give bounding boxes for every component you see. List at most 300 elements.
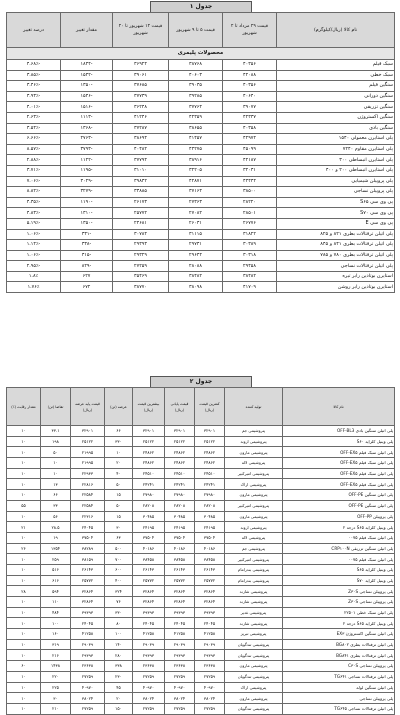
product-name-cell: پلی اتیلن ترفتالات نساجی (277, 261, 395, 272)
value-cell: ۳۳ (41, 500, 71, 511)
value-cell: ۲۴۵۱۰ (133, 468, 165, 479)
value-cell: ۷۰۰ (105, 554, 133, 565)
table-row (7, 144, 395, 155)
value-cell: ۴۲۳۵۹ (169, 112, 223, 123)
producer-cell: پتروشیمی امیرکبیر (225, 500, 283, 511)
value-cell: ۳۳۸ (105, 661, 133, 672)
product-name-cell: پلی استایرن انبساطی ۳۰۰ (277, 155, 395, 166)
value-cell: ۳۲۹۰۱ (195, 426, 225, 437)
value-cell: ۳۷۷۳۹ (113, 91, 169, 102)
value-cell: ۴۰۴۸۲ (113, 144, 169, 155)
value-cell: ۲۷۲۵۹ (113, 261, 169, 272)
value-cell: ۶۳ (105, 532, 133, 543)
value-cell: ۱۰ (7, 607, 41, 618)
table-row (7, 282, 395, 293)
value-cell: -۳۰۲۹ (61, 176, 113, 187)
value-cell: ۲۶ (7, 543, 41, 554)
value-cell: ۲۵۷۷۲ (195, 575, 225, 586)
value-cell: ۴۸۴ (41, 607, 71, 618)
product-name-cell: پلی استایرن مقاوم ۷۲۴۰ (277, 144, 395, 155)
product-name-cell: سنگین فیلم (277, 81, 395, 92)
value-cell: ۳۲۹۰۱ (133, 426, 165, 437)
value-cell: ۳۸۷۶۸ (169, 60, 223, 71)
product-name-cell: استایرن بوتادین رابر تیره (277, 271, 395, 282)
table-row (7, 500, 395, 511)
table1-header-cell: قیمت ۵ تا ۹ شهریور (169, 13, 223, 48)
value-cell: ۱۰ (7, 703, 41, 714)
value-cell: ۴۱۷۰۹ (223, 282, 277, 293)
value-cell: ۳۰ (41, 693, 71, 704)
value-cell: ۳۸۶۹۴ (113, 134, 169, 145)
table-row (7, 607, 395, 618)
table-row (7, 511, 395, 522)
value-cell: ۲۹۶۴۴ (169, 250, 223, 261)
value-cell: ۳۲۸۶۴ (71, 597, 105, 608)
product-name-cell: سبک فیلم (277, 60, 395, 71)
table-row (7, 426, 395, 437)
product-name-cell: پلی اتیلن سبک فیلم OFF-EX۵ (283, 479, 395, 490)
producer-cell: پتروشیمی امیرکبیر (225, 468, 283, 479)
table1-section-row (7, 48, 395, 60)
value-cell: ۲۲۰ (41, 671, 71, 682)
value-cell: ۳۶۲۴۸ (113, 102, 169, 113)
value-cell: ۲۱ (7, 522, 41, 533)
value-cell: ۱۵۰ (105, 703, 133, 714)
product-name-cell: سنگین اکستروژن (277, 112, 395, 123)
value-cell: ۳۱۰۱۰ (113, 165, 169, 176)
table-row (7, 703, 395, 714)
table-row (7, 165, 395, 176)
value-cell: ۱۰ (7, 426, 41, 437)
table1-header-cell: قیمت ۱۲ شهریور تا ۲۰ شهریور (113, 13, 169, 48)
value-cell: ۳۰۳۸۹ (223, 240, 277, 251)
value-cell: ۲۷۲۵۹ (71, 671, 105, 682)
value-cell: ۵۶ (41, 511, 71, 522)
table2-caption: جدول ۲ (150, 376, 252, 388)
value-cell: ۳۷۷۶۴ (169, 102, 223, 113)
value-cell: ۲۸۵۰۱ (223, 208, 277, 219)
value-cell: ۵۵ (7, 500, 41, 511)
value-cell: ۵۰۰ (105, 543, 133, 554)
product-name-cell: سبک خطی (277, 70, 395, 81)
value-cell: -۳.۸۵٪ (7, 70, 61, 81)
value-cell: ۳۶۹۲۴ (113, 60, 169, 71)
value-cell: ۳۸۰۲۴ (195, 693, 225, 704)
value-cell: ۳۲۸۶۴ (165, 586, 195, 597)
producer-cell: پتروشیمی تندگویان (225, 671, 283, 682)
product-name-cell: پلی اتیلن سبک فیلم OFF-EX۵ (283, 447, 395, 458)
value-cell: -۱۱۹۵ (61, 165, 113, 176)
value-cell: ۳۰۴۸۵ (165, 511, 195, 522)
value-cell: ۴۲۳۳۷ (223, 112, 277, 123)
value-cell: ۳۸۷۷۰ (113, 282, 169, 293)
value-cell: ۳۸۵۰۰ (223, 187, 277, 198)
value-cell: ۲۷۹۸۰ (133, 490, 165, 501)
value-cell: ۷۶ (105, 597, 133, 608)
product-name-cell: پی وی سی S۷۰ (277, 208, 395, 219)
table1-header-cell: درصد تغییر (7, 13, 61, 48)
value-cell: ۲۶۰۳۱ (169, 218, 223, 229)
value-cell: ۳۸۴۵۸ (195, 554, 225, 565)
value-cell: ۲۲۵ (41, 682, 71, 693)
producer-cell: پتروشیمی تندگویان (225, 639, 283, 650)
value-cell: ۳۲۰۳۱ (223, 165, 277, 176)
value-cell: ۳۱۱۱۵ (169, 229, 223, 240)
value-cell: ۲۹۳۹۳ (113, 240, 169, 251)
value-cell: ۳۸۴۵۸ (165, 554, 195, 565)
value-cell: -۱۳۱۰ (61, 208, 113, 219)
producer-cell: پتروشیمی تندگویان (225, 650, 283, 661)
producer-cell: پتروشیمی مارون (225, 661, 283, 672)
value-cell: ۴۰۱۸۶ (133, 543, 165, 554)
table-row (7, 208, 395, 219)
table-row (7, 70, 395, 81)
value-cell: ۱۰ (105, 447, 133, 458)
value-cell: -۳۳۱ (61, 229, 113, 240)
value-cell: ۲۴۲۴۱ (165, 479, 195, 490)
table-row (7, 479, 395, 490)
value-cell: ۳۰۷۸۴ (113, 229, 169, 240)
value-cell: ۲۹۰۳۹ (165, 639, 195, 650)
value-cell: -۲.۸۸٪ (7, 155, 61, 166)
value-cell: ۱۰ (7, 639, 41, 650)
value-cell: ۱۳ (41, 479, 71, 490)
value-cell: ۳۲۸۶۴ (133, 597, 165, 608)
value-cell: -۴.۶۸٪ (7, 60, 61, 71)
table-row (7, 682, 395, 693)
value-cell: ۲۵۷۷۲ (133, 575, 165, 586)
table-row (7, 91, 395, 102)
producer-cell: پتروشیمی شازند (225, 586, 283, 597)
table-row (7, 618, 395, 629)
value-cell: -۱۸۴۴ (61, 60, 113, 71)
value-cell: ۱.۷۶٪ (7, 282, 61, 293)
value-cell: ۴۰۹۷۰ (71, 682, 105, 693)
product-name-cell: پلی اتیلن سبک فیلم OFF-EX۵ (283, 458, 395, 469)
table-row (7, 123, 395, 134)
table2-header-cell: عرضه (تن) (105, 388, 133, 426)
table1-header-cell: مقدار تغییر (61, 13, 113, 48)
value-cell: ۳۷۲۸۷ (113, 123, 169, 134)
product-name-cell: پلی وینیل کلراید S۶۰ (283, 436, 395, 447)
value-cell: ۲۹۷۳۱ (169, 240, 223, 251)
value-cell: ۲۱۶ (41, 650, 71, 661)
value-cell: ۲۹۳۲۹ (113, 250, 169, 261)
value-cell: ۳۲۸۶۴ (195, 597, 225, 608)
product-name-cell: پلی اتیلن ترفتالات بطری ۸۲۱ و ۸۲۵ (277, 229, 395, 240)
producer-cell: پتروشیمی امیرکبیر (225, 554, 283, 565)
value-cell: ۴۱۴۵۷ (169, 134, 223, 145)
table-row (7, 597, 395, 608)
product-name-cell: پی وی سی S۶۵ (277, 197, 395, 208)
value-cell: ۴۱۲۴۶ (113, 112, 169, 123)
table1-header-cell: قیمت ۲۹ مرداد تا ۲ شهریور (223, 13, 277, 48)
value-cell: ۲۵۷۷۲ (113, 208, 169, 219)
product-name-cell: پلی اتیلن سنگین اکستروژن EX۳ (283, 629, 395, 640)
value-cell: ۳۸۱۵۹ (71, 554, 105, 565)
product-name-cell: پلی استایرن انبساطی ۲۰۰ و ۴۰۰ (277, 165, 395, 176)
value-cell: ۴۰۳۵۶ (223, 81, 277, 92)
value-cell: ۲۴۱۹۵ (195, 522, 225, 533)
value-cell: ۴۰۶۰۳ (169, 70, 223, 81)
value-cell: ۳۷۵۰۴ (165, 532, 195, 543)
value-cell: ۲۶۱۷۳ (113, 197, 169, 208)
table-row (7, 102, 395, 113)
value-cell: ۲۵۱۲۲ (71, 436, 105, 447)
value-cell: ۲۴۸۶۲ (165, 458, 195, 469)
value-cell: ۳۲۸۶۴ (133, 586, 165, 597)
producer-cell: پتروشیمی غدیر (225, 607, 283, 618)
producer-cell: پتروشیمی اراک (225, 682, 283, 693)
table2-header-cell: تقاضا (تن) (41, 388, 71, 426)
value-cell: ۱۵ (105, 511, 133, 522)
value-cell: ۲۴۸۶۲ (165, 447, 195, 458)
value-cell: -۲.۹۵٪ (7, 261, 61, 272)
value-cell: ۳۸۰۹۸ (169, 282, 223, 293)
table-row (7, 671, 395, 682)
table-row (7, 522, 395, 533)
value-cell: ۶۱۶ (41, 575, 71, 586)
value-cell: ۲۶۱۴۳ (133, 564, 165, 575)
value-cell: ۴۱۲۵۸ (71, 629, 105, 640)
value-cell: ۲۶۱۴۳ (195, 564, 225, 575)
value-cell: -۳۱۵ (61, 250, 113, 261)
product-name-cell: سنگین دورانی (277, 91, 395, 102)
value-cell: -۴.۰۱٪ (7, 102, 61, 113)
value-cell: ۸۰ (105, 618, 133, 629)
table-row (7, 543, 395, 554)
value-cell: ۲۴۸۶۲ (195, 447, 225, 458)
value-cell: ۲۹۳۹۳ (165, 650, 195, 661)
value-cell: -۱۵۴۶ (61, 91, 113, 102)
value-cell: ۴۲۱۸۷ (223, 155, 277, 166)
value-cell: ۲۸۰۸۸ (169, 261, 223, 272)
value-cell: ۲۹۳۹۳ (133, 650, 165, 661)
value-cell: ۲۶۷۷۶ (223, 218, 277, 229)
value-cell: ۳۲۹۰۱ (71, 426, 105, 437)
table-row (7, 490, 395, 501)
value-cell: ۶۲۷ (61, 271, 113, 282)
value-cell: ۲۳۶۳۸ (71, 661, 105, 672)
producer-cell: پتروشیمی جم (225, 426, 283, 437)
product-name-cell: پلی اتیلن ترفتالات بطری ۷۸۰ و ۷۸۵ (277, 250, 395, 261)
table-row (7, 554, 395, 565)
value-cell: ۳۹۸۴۲ (113, 176, 169, 187)
value-cell: ۳۲۹۰۱ (165, 426, 195, 437)
value-cell: ۱۰ (7, 479, 41, 490)
value-cell: ۱۰ (7, 468, 41, 479)
table2-header-cell: تولید کننده (225, 388, 283, 426)
product-name-cell: پلی پروپیلن نساجی (283, 693, 395, 704)
value-cell: -۱۵۱۶ (61, 102, 113, 113)
table2-market-offers (6, 387, 395, 715)
value-cell: ۱۰ (7, 564, 41, 575)
value-cell: ۱۰ (7, 436, 41, 447)
value-cell: ۲۵۱۲۲ (133, 436, 165, 447)
value-cell: ۱۹۸ (41, 436, 71, 447)
value-cell: ۲۴۰۴۵ (71, 618, 105, 629)
producer-cell: پتروشیمی مارون (225, 447, 283, 458)
value-cell: ۲۴۸۶۲ (133, 447, 165, 458)
product-name-cell: پلی اتیلن ترفتالات بطری BG۸۰۲ (283, 639, 395, 650)
table-row (7, 60, 395, 71)
value-cell: ۳۸۰۲۴ (71, 693, 105, 704)
table-row (7, 134, 395, 145)
value-cell: ۲۰ (105, 458, 133, 469)
value-cell: ۲۱۰ (41, 703, 71, 714)
value-cell: ۲۹۰۳۹ (133, 639, 165, 650)
producer-cell: پتروشیمی مارون (225, 693, 283, 704)
producer-cell: پتروشیمی بندرامام (225, 575, 283, 586)
value-cell: ۲۴۶۸۱ (113, 218, 169, 229)
table-row (7, 229, 395, 240)
value-cell: -۱۱۱۳ (61, 112, 113, 123)
product-name-cell: سنگین تزریقی (277, 102, 395, 113)
product-name-cell: پلی اتیلن سبک فیلم ۰۰۷۵ (283, 532, 395, 543)
value-cell: ۲۳۰ (105, 671, 133, 682)
value-cell: ۳۸۲۸۹ (71, 543, 105, 554)
value-cell: ۱۰ (7, 597, 41, 608)
value-cell: ۲۹۰۳۹ (71, 639, 105, 650)
value-cell: ۲۴۱۹۵ (133, 522, 165, 533)
table-row (7, 112, 395, 123)
value-cell: ۲۰ (105, 693, 133, 704)
table2-header-cell: قیمت پایه عرضه (ریال) (71, 388, 105, 426)
value-cell: ۳۰۴۸۵ (133, 511, 165, 522)
table-row (7, 629, 395, 640)
producer-cell: پتروشیمی شازند (225, 618, 283, 629)
value-cell: ۲۸۰ (105, 650, 133, 661)
value-cell: -۶.۶۶٪ (7, 134, 61, 145)
value-cell: ۲۴۵۱۰ (165, 468, 195, 479)
value-cell: -۲.۶۳٪ (7, 112, 61, 123)
value-cell: -۱۳۵۰ (61, 218, 113, 229)
value-cell: ۴۲۸۷۱ (169, 176, 223, 187)
value-cell: ۱۱۰ (41, 597, 71, 608)
value-cell: ۴۰۳۵۸ (223, 123, 277, 134)
value-cell: ۱۰۰ (41, 618, 71, 629)
value-cell: -۳۲۷۹ (61, 187, 113, 198)
value-cell: ۱۰ (7, 650, 41, 661)
value-cell: ۳۸۰۲۴ (165, 693, 195, 704)
value-cell: ۲۸۲۰۸ (133, 500, 165, 511)
value-cell: ۳۹۳۹۳ (71, 607, 105, 618)
table2-header-cell: مقدار رقابت (٪) (7, 388, 41, 426)
table-row (7, 261, 395, 272)
value-cell: ۴۰۹۷۰ (165, 682, 195, 693)
value-cell: ۳۷۵۰۴ (71, 532, 105, 543)
value-cell: -۳.۷۱٪ (7, 165, 61, 176)
value-cell: ۲۴۰۴۵ (133, 618, 165, 629)
table-row (7, 458, 395, 469)
table-row (7, 176, 395, 187)
value-cell: ۲۸ (7, 586, 41, 597)
value-cell: ۲۷۰۸۲ (169, 208, 223, 219)
product-name-cell: پلی استایرن معمولی ۱۵۴۰ (277, 134, 395, 145)
value-cell: ۴۰۶۴۰ (223, 91, 277, 102)
value-cell: -۱.۰۶٪ (7, 229, 61, 240)
product-name-cell: پلی اتیلن ترفتالات نساجی TG۶۴۵ (283, 703, 395, 714)
value-cell: ۳۵۴۶۹ (113, 271, 169, 282)
value-cell: ۴۰ (105, 468, 133, 479)
value-cell: ۳۸۴۵۸ (133, 554, 165, 565)
producer-cell: پتروشیمی لاله (225, 532, 283, 543)
value-cell: ۱۳۵۴ (41, 543, 71, 554)
value-cell: ۲۴۰۴۵ (195, 618, 225, 629)
table2-header-cell: کمترین قیمت (ریال) (195, 388, 225, 426)
value-cell: ۱۰ (7, 618, 41, 629)
value-cell: ۳۲۲۰۵ (169, 165, 223, 176)
table1-caption: جدول ۱ (150, 1, 252, 13)
product-name-cell: پلی اتیلن سبک خطی ۲۲۵۰۱ (283, 607, 395, 618)
value-cell: ۳۸۹۱۶ (169, 155, 223, 166)
value-cell: ۱۰ (7, 682, 41, 693)
value-cell: ۲۷۲۵۹ (133, 671, 165, 682)
product-name-cell: پلی پروپیلن نساجی Z۳۰S (283, 586, 395, 597)
producer-cell: پتروشیمی شازند (225, 597, 283, 608)
table-row (7, 693, 395, 704)
value-cell: ۱۰ (7, 629, 41, 640)
value-cell: ۵۱۶ (41, 564, 71, 575)
value-cell: ۵۰ (105, 479, 133, 490)
value-cell: ۴۱۲۵۸ (165, 629, 195, 640)
product-name-cell: پلی اتیلن سنگین بادی OFF-BL3 (283, 426, 395, 437)
value-cell: ۲۸۲۰۸ (195, 500, 225, 511)
value-cell: ۲۲۳۱۶ (71, 511, 105, 522)
value-cell: ۳۲۸۶۴ (195, 586, 225, 597)
value-cell: ۴۵۰۹۹ (223, 144, 277, 155)
value-cell: ۴۰۱۸۶ (195, 543, 225, 554)
product-name-cell: پلی اتیلن ترفتالات بطری ۸۴۱ و ۸۴۵ (277, 240, 395, 251)
product-name-cell: پلی اتیلن سنگین تزریقی CRP۱۰۰N (283, 543, 395, 554)
value-cell: ۴۲۰۸۸ (223, 70, 277, 81)
value-cell: ۳۷۶۸۵ (113, 81, 169, 92)
value-cell: -۳.۵۴٪ (7, 123, 61, 134)
value-cell: ۳۷۵۰۴ (195, 532, 225, 543)
value-cell: -۲۷۶۳ (61, 134, 113, 145)
value-cell: ۳۳۸۸۵ (113, 187, 169, 198)
value-cell: ۳۹۰۷۷ (223, 102, 277, 113)
value-cell: ۲۷۲۵۹ (195, 703, 225, 714)
value-cell: ۱۹ (41, 532, 71, 543)
value-cell: ۳۹۳۹۳ (133, 607, 165, 618)
table-row (7, 586, 395, 597)
value-cell: ۳۸۴۸۲ (223, 271, 277, 282)
value-cell: ۳۸۴۸۲ (169, 271, 223, 282)
value-cell: ۶۷۲ (61, 282, 113, 293)
value-cell: ۳۷۷۹۴ (113, 155, 169, 166)
value-cell: -۳۳۸ (61, 240, 113, 251)
value-cell: ۴۰۱۸۶ (165, 543, 195, 554)
value-cell: ۲۴۵۱۰ (195, 468, 225, 479)
table-row (7, 187, 395, 198)
product-name-cell: پلی وینیل کلراید S۶۵ درجه ۲ (283, 522, 395, 533)
value-cell: ۲۱۹۹۵ (71, 458, 105, 469)
value-cell: ۶۶ (41, 490, 71, 501)
value-cell: ۳۹۰۶۱ (113, 70, 169, 81)
value-cell: ۲۶۱۴۳ (165, 564, 195, 575)
section-title: محصولات پلیمری (7, 48, 395, 60)
value-cell: ۳۱۸۲۲ (223, 229, 277, 240)
value-cell: ۲۲۵۸۴ (71, 490, 105, 501)
value-cell: ۲۷۳۶۳ (169, 197, 223, 208)
table-row (7, 532, 395, 543)
product-name-cell: پلی پروپیلن OFF-PP (283, 511, 395, 522)
value-cell: -۸۲۹ (61, 261, 113, 272)
producer-cell: پتروشیمی لاله (225, 458, 283, 469)
product-name-cell: استایرن بوتادین رابر روشن (277, 282, 395, 293)
value-cell: ۱۰ (7, 511, 41, 522)
